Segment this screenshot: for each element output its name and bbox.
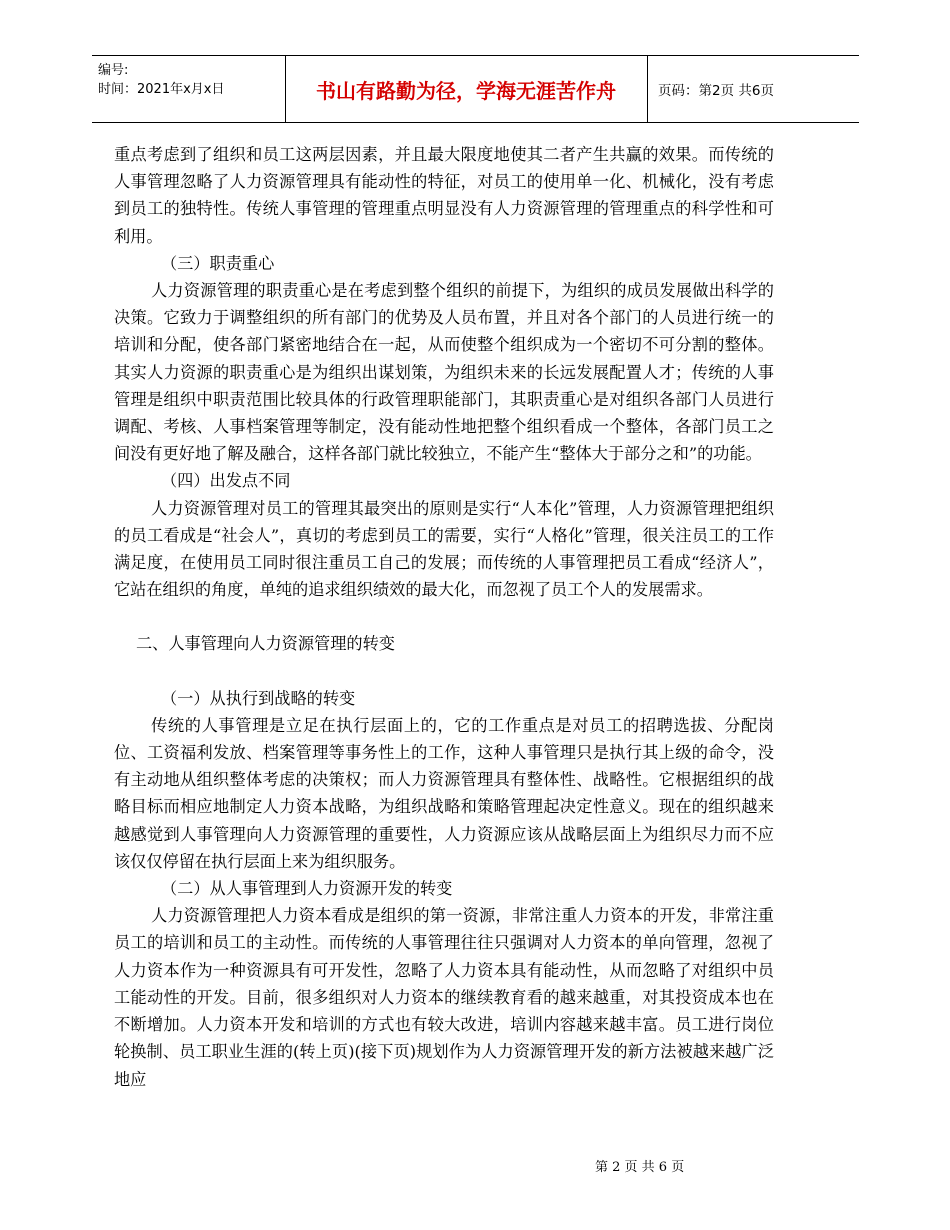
document-body xyxy=(114,141,774,1093)
subheading: （一）从执行到战略的转变 xyxy=(161,688,356,708)
paragraph: 人力资源管理的职责重心是在考虑到整个组织的前提下，为组织的成员发展做出科学的决策。它致力于调整组织的所有部门的优势及人员布置，并且对各个部门的人员进行统一的培训和分配，使各部门紧密地结合在一起，从而使整个组织成为一个密切不可分割的整体。其实人力资源的职责重心是为组织出谋划策，为组织未来的长远发展配置人才；传统的人事管理是组织中职责范围比较具体的行政管理职能部门，其职责重心是对组织各部门人员进行调配、考核、人事档案管理等制定，没有能动性地把整个组织看成一个整体，各部门员工之间没有更好地了解及融合，这样各部门就比较独立，不能产生“整体大于部分之和”的功能。 xyxy=(114,281,774,464)
header-page-info: 页码：第2页 共6页 xyxy=(658,83,774,99)
paragraph: 人力资源管理把人力资本看成是组织的第一资源，非常注重人力资本的开发，非常注重员工的培训和员工的主动性。而传统的人事管理往往只强调对人力资本的单向管理，忽视了人力资本作为一种资源具有可开发性，忽略了人力资本具有能动性，从而忽略了对组织中员工能动性的开发。目前，很多组织对人力资本的继续教育看的越来越重，对其投资成本也在不断增加。人力资本开发和培训的方式也有较大改进，培训内容越来越丰富。员工进行岗位轮换制、员工职业生涯的(转上页)(接下页)规划作为人力资源管理开发的新方法被越来越广泛地应 xyxy=(114,906,774,1089)
page-header xyxy=(92,55,859,123)
page-footer: 第 2 页 共 6 页 xyxy=(595,1160,685,1175)
code-label: 编号: xyxy=(98,63,129,78)
header-motto: 书山有路勤为径，学海无涯苦作舟 xyxy=(285,56,648,122)
paragraph: 人力资源管理对员工的管理其最突出的原则是实行“人本化”管理，人力资源管理把组织的员工看成是“社会人”，真切的考虑到员工的需要，实行“人格化”管理，很关注员工的工作满足度，在使用员工同时很注重员工自己的发展；而传统的人事管理把员工看成“经济人”，它站在组织的角度，单纯的追求组织绩效的最大化，而忽视了员工个人的发展需求。 xyxy=(114,498,774,600)
time-label: 时间：2021年x月x日 xyxy=(98,82,225,97)
subheading: （三）职责重心 xyxy=(161,253,275,273)
paragraph: 传统的人事管理是立足在执行层面上的，它的工作重点是对员工的招聘选拔、分配岗位、工资福利发放、档案管理等事务性上的工作，这种人事管理只是执行其上级的命令，没有主动地从组织整体考虑的决策权；而人力资源管理具有整体性、战略性。它根据组织的战略目标而相应地制定人力资本战略，为组织战略和策略管理起决定性意义。现在的组织越来越感觉到人事管理向人力资源管理的重要性，人力资源应该从战略层面上为组织尽力而不应该仅仅停留在执行层面上来为组织服务。 xyxy=(114,715,774,871)
subheading: （四）出发点不同 xyxy=(161,471,291,491)
header-meta xyxy=(92,56,286,122)
section-heading: 二、人事管理向人力资源管理的转变 xyxy=(136,634,395,654)
subheading: （二）从人事管理到人力资源开发的转变 xyxy=(161,879,453,899)
paragraph: 重点考虑到了组织和员工这两层因素，并且最大限度地使其二者产生共赢的效果。而传统的人事管理忽略了人力资源管理具有能动性的特征，对员工的使用单一化、机械化，没有考虑到员工的独特性。传统人事管理的管理重点明显没有人力资源管理的管理重点的科学性和可利用。 xyxy=(114,145,774,246)
